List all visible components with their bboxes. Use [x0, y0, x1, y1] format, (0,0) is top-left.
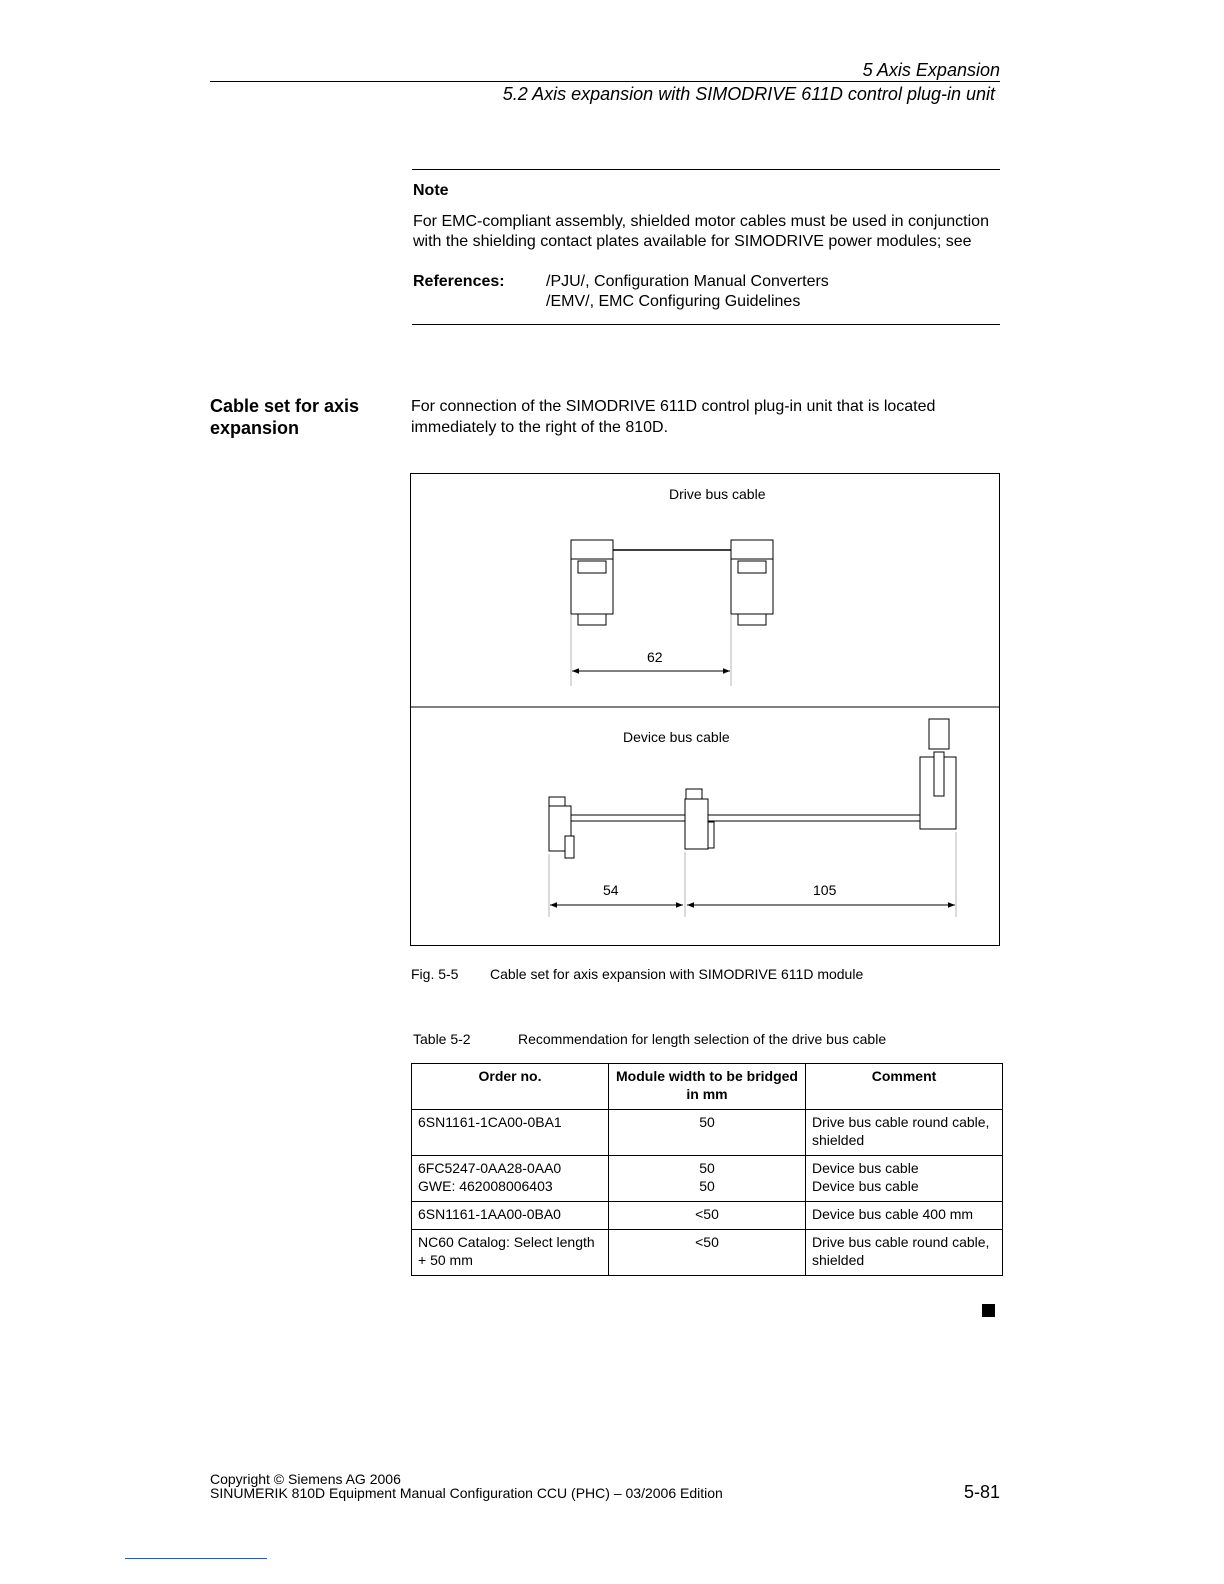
copyright: Copyright © Siemens AG 2006: [210, 1471, 401, 1487]
note-body: For EMC-compliant assembly, shielded motor cables must be used in conjunction with the shielding contact plates available for SIMODRIVE power modules; see: [413, 213, 989, 250]
drive-bus-connector-left: [571, 540, 613, 625]
width-cell: 50: [609, 1110, 806, 1156]
device-bus-connector-middle: [685, 789, 714, 849]
order-cell: [412, 1156, 609, 1202]
comment-cell: [806, 1156, 1003, 1202]
reference-item: /PJU/, Configuration Manual Converters: [546, 273, 829, 290]
table-header-row: [412, 1064, 1003, 1110]
order-line: 6FC5247-0AA28-0AA0: [418, 1160, 562, 1176]
reference-item: /EMV/, EMC Configuring Guidelines: [546, 293, 801, 310]
dimension-105: 105: [813, 882, 837, 898]
dimension-62: 62: [647, 649, 663, 665]
width-cell: [609, 1156, 806, 1202]
order-cell: 6SN1161-1CA00-0BA1: [412, 1110, 609, 1156]
manual-title: SINUMERIK 810D Equipment Manual Configuration CCU (PHC) – 03/2006 Edition: [210, 1485, 723, 1501]
column-header: Order no.: [412, 1064, 609, 1110]
device-bus-connector-left: [549, 797, 574, 858]
device-bus-connector-right: [920, 719, 956, 829]
figure-caption-number: Fig. 5-5: [411, 966, 459, 982]
table-row: [412, 1230, 1003, 1276]
width-cell: <50: [609, 1202, 806, 1230]
comment-line: Device bus cable: [812, 1160, 919, 1176]
references-label: References:: [413, 273, 505, 290]
drive-bus-connector-right: [731, 540, 773, 625]
comment-cell: Drive bus cable round cable, shielded: [806, 1230, 1003, 1276]
table-caption-number: Table 5-2: [413, 1031, 471, 1047]
figure-caption: [411, 966, 863, 982]
drive-bus-label: Drive bus cable: [669, 486, 766, 502]
table-row: [412, 1156, 1003, 1202]
dimension-54: 54: [603, 882, 619, 898]
side-heading: Cable set for axis expansion: [210, 396, 360, 438]
note-bottom-rule: [412, 324, 1000, 325]
recommendation-table: [411, 1063, 1003, 1276]
comment-cell: Device bus cable 400 mm: [806, 1202, 1003, 1230]
end-of-section-mark: [982, 1304, 995, 1317]
width-cell: <50: [609, 1230, 806, 1276]
order-cell: 6SN1161-1AA00-0BA0: [412, 1202, 609, 1230]
bottom-link-rule: [125, 1558, 267, 1559]
column-header: Comment: [806, 1064, 1003, 1110]
section-title: 5.2 Axis expansion with SIMODRIVE 611D control plug-in unit: [502, 84, 995, 104]
note-top-rule: [412, 169, 1000, 170]
chapter-title: 5 Axis Expansion: [862, 60, 1000, 80]
header-rule: [210, 81, 1000, 82]
table-caption-text: Recommendation for length selection of the drive bus cable: [518, 1031, 887, 1047]
table-row: [412, 1110, 1003, 1156]
order-line: GWE: 462008006403: [418, 1178, 553, 1194]
device-bus-label: Device bus cable: [623, 729, 730, 745]
comment-line: Device bus cable: [812, 1178, 919, 1194]
width-line: 50: [699, 1178, 715, 1194]
table-row: [412, 1202, 1003, 1230]
cable-diagram: [410, 473, 1000, 946]
intro-paragraph: For connection of the SIMODRIVE 611D control plug-in unit that is located immediately to the right of the 810D.: [411, 398, 936, 436]
note-title: Note: [413, 182, 449, 199]
order-cell: NC60 Catalog: Select length + 50 mm: [412, 1230, 609, 1276]
figure-caption-text: Cable set for axis expansion with SIMODRIVE 611D module: [490, 966, 864, 982]
comment-cell: Drive bus cable round cable, shielded: [806, 1110, 1003, 1156]
cable-diagram-svg: [411, 474, 999, 945]
column-header: Module width to be bridged in mm: [609, 1064, 806, 1110]
page-number: 5-81: [963, 1482, 1000, 1502]
table-caption: [413, 1031, 886, 1047]
width-line: 50: [699, 1160, 715, 1176]
